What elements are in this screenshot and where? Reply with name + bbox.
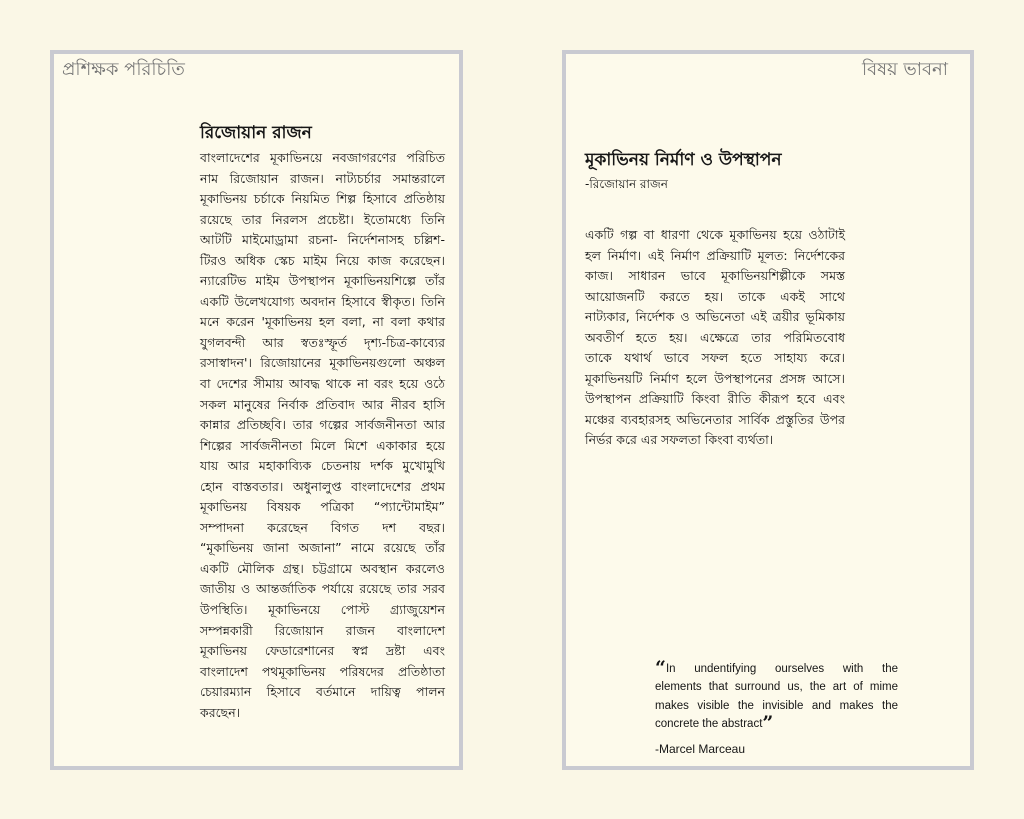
- profile-body-line: মূকাভিনয় চর্চাকে নিয়মিত শিল্প হিসাবে প্রতিষ্ঠায়: [200, 191, 445, 207]
- profile-body-line: জাতীয় ও আন্তর্জাতিক পর্যায়ে রয়েছে তার সরব: [200, 581, 445, 597]
- profile-body-line: সম্পাদনা করেছেন বিগত দশ বছর।: [200, 519, 445, 535]
- article-body-line: হল নির্মাণ। এই নির্মাণ প্রক্রিয়াটি মূলত: নির্দেশকের: [585, 247, 845, 263]
- profile-body-line: মূকাভিনয় বিষয়ক পত্রিকা “প্যান্টোমাইম”: [200, 499, 445, 515]
- profile-body: [200, 148, 445, 723]
- quote-line: elements that surround us, the art of mime: [655, 681, 898, 694]
- quote-attribution: -Marcel Marceau: [655, 742, 746, 756]
- profile-body-line: যায় আর মহাকাব্যিক চেতনায় দর্শক মুখোমুখি: [200, 458, 445, 474]
- open-quote-mark: “: [655, 657, 666, 679]
- quote-block: [655, 657, 898, 734]
- quote-line: [655, 711, 898, 734]
- article-body-line: নির্ভর করে এর সফলতা কিংবা ব্যর্থতা।: [585, 432, 774, 448]
- profile-body-line: ন্যারেটিভ মাইম উপস্থাপন মূকাভিনয়শিল্পে তাঁর: [200, 273, 445, 289]
- profile-body-line: রসাস্বাদন'। রিজোয়ানের মূকাভিনয়গুলো অঞ্চল: [200, 355, 445, 371]
- profile-body-line: যুগলবন্দী আর স্বতঃস্ফূর্ত দৃশ্য-চিত্র-কাব্যের: [200, 334, 445, 350]
- article-body-line: অবতীর্ণ হতে হয়। এক্ষেত্রে তার পরিমিতবোধ: [585, 329, 845, 345]
- profile-title: রিজোয়ান রাজন: [200, 123, 312, 143]
- profile-body-line: করছেন।: [200, 704, 241, 720]
- quote-line: [655, 657, 898, 679]
- article-title: মূকাভিনয় নির্মাণ ও উপস্থাপন: [585, 150, 782, 170]
- article-body: [585, 225, 845, 451]
- section-label-trainer-intro: প্রশিক্ষক পরিচিতি: [62, 59, 185, 80]
- profile-body-line: নাম রিজোয়ান রাজন। নাট্যচর্চার সমান্তরালে: [200, 170, 445, 186]
- quote-line-text: concrete the abstract: [655, 717, 763, 730]
- profile-body-line: মূকাভিনয় ফেডারেশানের স্বপ্ন দ্রষ্টা এবং: [200, 643, 445, 659]
- profile-body-line: “মূকাভিনয় জানা অজানা” নামে রয়েছে তাঁর: [200, 540, 445, 556]
- article-body-line: আয়োজনটি করতে হয়। তাকে একই সাথে: [585, 288, 845, 304]
- article-byline: -রিজোয়ান রাজন: [585, 177, 668, 191]
- quote-line-text: In undentifying ourselves with the: [665, 663, 898, 675]
- profile-body-line: মনে করেন 'মূকাভিনয় হল বলা, না বলা কথার: [200, 314, 445, 330]
- profile-body-line: একটি মৌলিক গ্রন্থ। চট্টগ্রামে অবস্থান করলেও: [200, 560, 445, 576]
- profile-body-line: শিল্পের সার্বজনীনতা মিলে মিশে একাকার হয়ে: [200, 437, 445, 453]
- profile-body-line: সকল মানুষের নির্বাক প্রতিবাদ আর নীরব হাসি: [200, 396, 445, 412]
- profile-body-line: বাংলাদেশের মূকাভিনয়ে নবজাগরণের পরিচিত: [200, 150, 445, 165]
- article-body-line: মূকাভিনয়টি নির্মাণ হলে উপস্থাপনের প্রসঙ্গ আসে।: [585, 370, 845, 386]
- profile-body-line: কান্নার প্রতিচ্ছবি। তার গল্পের সার্বজনীনতা আর: [200, 417, 445, 433]
- profile-body-line: রয়েছে তার নিরলস প্রচেষ্টা। ইতোমধ্যে তিনি: [200, 211, 445, 227]
- left-page-frame: [50, 50, 463, 770]
- article-body-line: নাট্যকার, নির্দেশক ও অভিনেতা এই ত্রয়ীর ভূমিকায়: [585, 309, 845, 325]
- profile-body-line: বাংলাদেশ পথমূকাভিনয় পরিষদের প্রতিষ্ঠাতা: [200, 663, 445, 679]
- article-body-line: কাজ। সাধারন ভাবে মূকাভিনয়শিল্পীকে সমস্ত: [585, 268, 845, 284]
- right-page-frame: [562, 50, 974, 770]
- article-body-line: মঞ্চের ব্যবহারসহ অভিনেতার সার্বিক প্রস্তুতির উপর: [585, 411, 845, 427]
- profile-body-line: সম্পন্নকারী রিজোয়ান রাজন বাংলাদেশ: [200, 622, 445, 638]
- section-label-topic: বিষয় ভাবনা: [861, 59, 948, 80]
- close-quote-mark: ”: [762, 711, 774, 734]
- article-body-line: উপস্থাপন প্রক্রিয়াটি কিংবা রীতি কীরূপ হবে এবং: [585, 391, 845, 407]
- article-body-line: তাকে যথার্থ ভাবে সফল হতে সাহায্য করে।: [585, 350, 845, 366]
- profile-body-line: উপস্থিতি। মূকাভিনয়ে পোস্ট গ্র্যাজুয়েশন: [200, 602, 445, 618]
- profile-body-line: টিরও অধিক স্কেচ মাইম নিয়ে কাজ করেছেন।: [200, 252, 445, 268]
- profile-body-line: হোন বাস্তবতার। অধুনালুপ্ত বাংলাদেশের প্রথম: [200, 478, 445, 494]
- profile-body-line: বা দেশের সীমায় আবদ্ধ থাকে না বরং হয়ে ওঠে: [200, 376, 445, 392]
- profile-body-line: আটটি মাইমোড্রামা রচনা- নির্দেশনাসহ চল্লিশ-: [200, 232, 445, 248]
- profile-body-line: একটি উলেখযোগ্য অবদান হিসাবে স্বীকৃত। তিনি: [200, 293, 445, 309]
- article-body-line: একটি গল্প বা ধারণা থেকে মূকাভিনয় হয়ে ওঠাটাই: [585, 227, 845, 242]
- profile-body-line: চেয়ারম্যান হিসাবে বর্তমানে দায়িত্ব পালন: [200, 684, 445, 700]
- quote-line: makes visible the invisible and makes the: [655, 699, 898, 712]
